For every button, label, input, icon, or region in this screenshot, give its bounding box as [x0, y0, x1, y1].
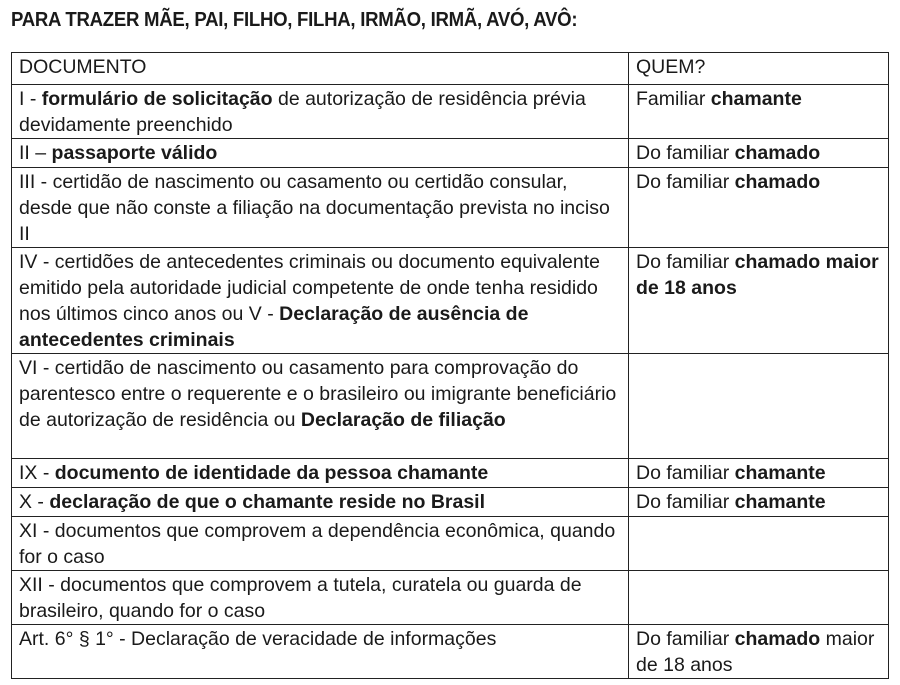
document-text-segment: XI - documentos que comprovem a dependência econômica, quando for o caso — [19, 520, 621, 568]
document-text-segment: IV - certidões de antecedentes criminais ou documento equivalente emitido pela autoridade judicial competente de onde tenha residido nos últimos cinco anos ou V - — [19, 251, 606, 325]
document-text-segment: formulário de solicitação — [41, 88, 273, 110]
who-text-segment: Familiar — [636, 88, 711, 110]
who-text-segment: chamante — [734, 491, 826, 513]
document-text-segment: I - — [19, 88, 42, 110]
page-title: PARA TRAZER MÃE, PAI, FILHO, FILHA, IRMÃO, IRMÃ, AVÓ, AVÔ: — [11, 9, 578, 31]
table-row — [12, 571, 889, 625]
table-row — [12, 488, 889, 517]
who-text-segment: Do familiar — [636, 251, 735, 273]
table-row — [12, 625, 889, 679]
document-cell — [12, 168, 629, 248]
document-text-segment: III - certidão de nascimento ou casamento ou certidão consular, desde que não conste a filiação na documentação prevista no inciso II — [19, 171, 616, 245]
who-text-segment: chamado — [734, 171, 821, 193]
document-cell — [12, 488, 629, 517]
document-text-segment: XII - documentos que comprovem a tutela, curatela ou guarda de brasileiro, quando for o caso — [19, 574, 587, 622]
document-text-segment: IX - — [19, 462, 55, 484]
who-cell — [629, 354, 889, 459]
document-text-segment: declaração de que o chamante reside no Brasil — [49, 491, 486, 513]
document-cell — [12, 354, 629, 459]
table-row — [12, 517, 889, 571]
document-text-segment: documento de identidade da pessoa chamante — [54, 462, 489, 484]
table-header-row — [12, 53, 889, 85]
document-cell — [12, 248, 629, 354]
who-cell — [629, 488, 889, 517]
who-text-segment: Do familiar — [636, 142, 735, 164]
who-cell — [629, 85, 889, 139]
who-cell — [629, 168, 889, 248]
header-who: QUEM? — [629, 53, 889, 85]
header-document: DOCUMENTO — [12, 53, 629, 85]
who-text-segment: chamado — [734, 142, 821, 164]
document-cell — [12, 139, 629, 168]
who-cell — [629, 517, 889, 571]
document-cell — [12, 571, 629, 625]
who-text-segment: chamado — [734, 628, 821, 650]
document-cell — [12, 517, 629, 571]
who-text-segment: chamado maior de 18 anos — [636, 251, 885, 299]
who-cell — [629, 459, 889, 488]
document-text-segment: II – — [19, 142, 52, 164]
document-cell — [12, 459, 629, 488]
document-cell — [12, 85, 629, 139]
who-text-segment: Do familiar — [636, 628, 735, 650]
who-text-segment: chamante — [734, 462, 826, 484]
table-row — [12, 139, 889, 168]
table-row — [12, 248, 889, 354]
who-cell — [629, 139, 889, 168]
who-text-segment: maior de 18 anos — [636, 628, 880, 676]
who-text-segment: Do familiar — [636, 171, 735, 193]
document-text-segment: de autorização de residência prévia devidamente preenchido — [19, 88, 592, 136]
who-text-segment: chamante — [710, 88, 802, 110]
who-cell — [629, 625, 889, 679]
documents-table — [11, 52, 889, 679]
document-text-segment: Art. 6° § 1° - Declaração de veracidade de informações — [19, 628, 497, 650]
document-text-segment: VI - certidão de nascimento ou casamento para comprovação do parentesco entre o requerente e o brasileiro ou imigrante beneficiário de autorização de residência ou — [19, 357, 622, 431]
table-row — [12, 354, 889, 459]
table-row — [12, 459, 889, 488]
document-text-segment: Declaração de ausência de antecedentes criminais — [19, 303, 534, 351]
document-text-segment: Declaração de filiação — [300, 409, 506, 431]
who-text-segment: Do familiar — [636, 491, 735, 513]
document-cell — [12, 625, 629, 679]
table-row — [12, 85, 889, 139]
who-cell — [629, 248, 889, 354]
table-row — [12, 168, 889, 248]
who-text-segment: Do familiar — [636, 462, 735, 484]
document-text-segment: passaporte válido — [51, 142, 218, 164]
table-body — [12, 53, 889, 679]
document-text-segment: X - — [19, 491, 50, 513]
who-cell — [629, 571, 889, 625]
